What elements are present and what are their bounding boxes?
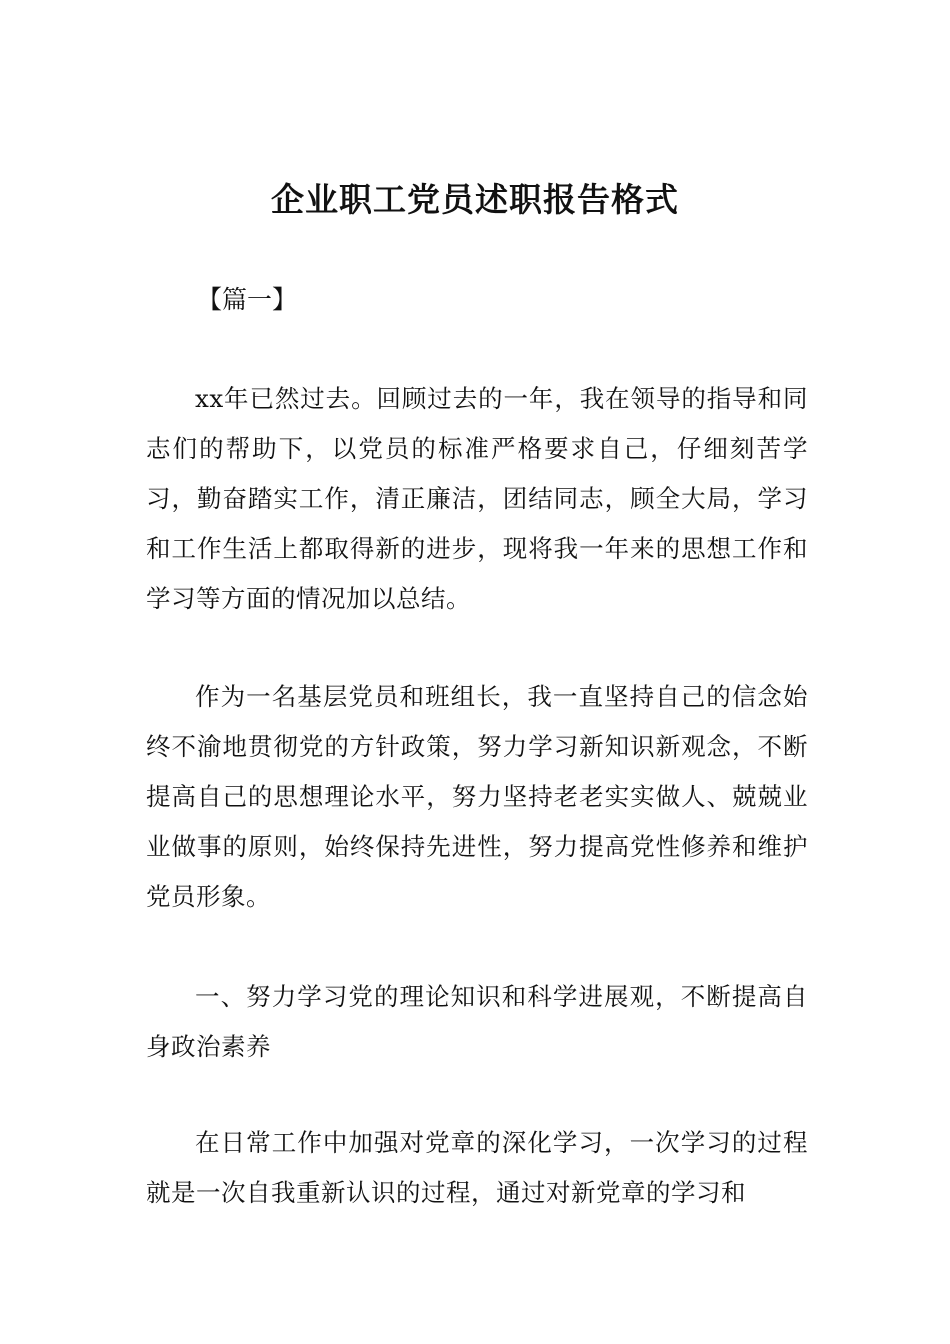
paragraph-1: xx年已然过去。回顾过去的一年，我在领导的指导和同志们的帮助下，以党员的标准严格要求自己，仔细刻苦学习，勤奋踏实工作，清正廉洁，团结同志，顾全大局，学习和工作生活上都取得新的进步，现将我一年来的思想工作和学习等方面的情况加以总结。 bbox=[146, 384, 808, 613]
document-title: 企业职工党员述职报告格式 bbox=[271, 180, 679, 219]
section-label: 【篇一】 bbox=[197, 285, 298, 314]
paragraph-2: 作为一名基层党员和班组长，我一直坚持自己的信念始终不渝地贯彻党的方针政策，努力学习新知识新观念，不断提高自己的思想理论水平，努力坚持老老实实做人、兢兢业业做事的原则，始终保持先进性，努力提高党性修养和维护党员形象。 bbox=[146, 682, 808, 911]
paragraph-3: 在日常工作中加强对党章的深化学习，一次学习的过程就是一次自我重新认识的过程，通过对新党章的学习和 bbox=[146, 1128, 808, 1207]
section-heading-1: 一、努力学习党的理论知识和科学进展观，不断提高自身政治素养 bbox=[146, 982, 808, 1061]
